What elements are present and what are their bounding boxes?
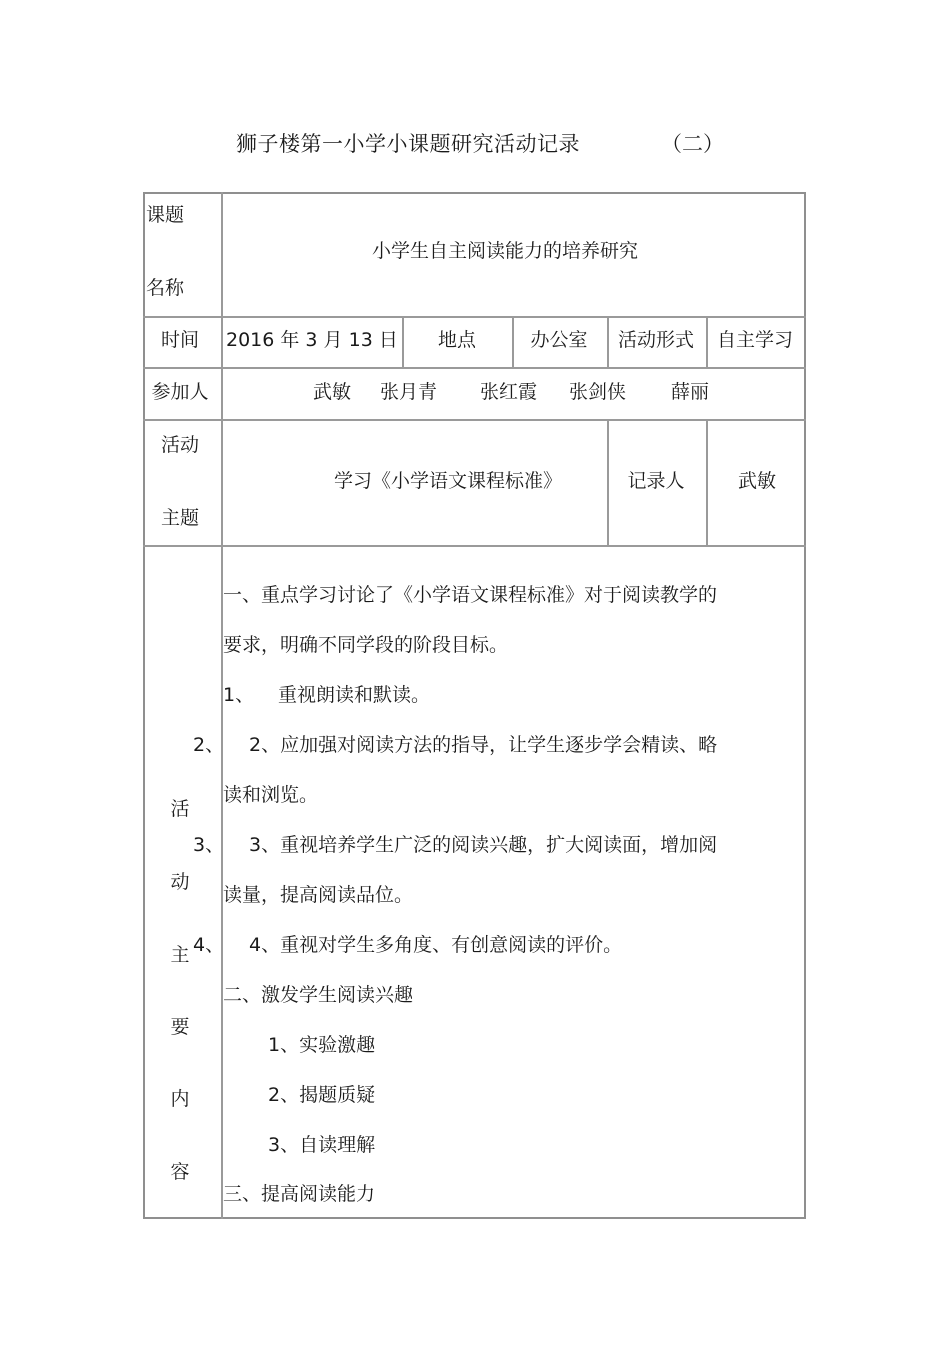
theme-label-line-2: 主题 xyxy=(160,507,200,529)
title-suffix: （二） xyxy=(661,132,724,156)
content-label-char: 容 xyxy=(170,1161,190,1183)
content-line: 3、自读理解 xyxy=(268,1134,376,1156)
content-label-char: 动 xyxy=(170,871,190,893)
column-divider xyxy=(402,316,404,369)
column-divider xyxy=(706,419,708,547)
column-divider xyxy=(607,419,609,547)
margin-number: 3、 xyxy=(193,834,225,856)
document-title xyxy=(0,128,950,160)
participant-name: 张红霞 xyxy=(480,381,538,403)
time-label: 时间 xyxy=(160,329,200,351)
participant-name: 武敏 xyxy=(313,381,352,403)
topic-label-line-2: 名称 xyxy=(146,277,185,299)
content-line: 三、提高阅读能力 xyxy=(223,1183,376,1205)
column-divider xyxy=(512,316,514,369)
topic-value: 小学生自主阅读能力的培养研究 xyxy=(371,240,639,262)
theme-label-line-1: 活动 xyxy=(160,434,200,456)
content-line: 重视朗读和默读。 xyxy=(278,684,431,706)
content-line: 1、 xyxy=(223,684,255,706)
content-label-char: 要 xyxy=(170,1016,190,1038)
content-line: 4、重视对学生多角度、有创意阅读的评价。 xyxy=(249,934,623,956)
form-value: 自主学习 xyxy=(716,329,794,351)
place-value: 办公室 xyxy=(530,329,588,351)
content-line: 要求，明确不同学段的阶段目标。 xyxy=(223,634,509,656)
recorder-label: 记录人 xyxy=(627,470,685,492)
content-line: 一、重点学习讨论了《小学语文课程标准》对于阅读教学的 xyxy=(223,584,718,606)
content-line: 读和浏览。 xyxy=(223,784,319,806)
topic-label-line-1: 课题 xyxy=(146,204,185,226)
form-label: 活动形式 xyxy=(617,329,695,351)
title-main: 狮子楼第一小学小课题研究活动记录 xyxy=(236,132,580,156)
margin-number: 2、 xyxy=(193,734,225,756)
content-label-char: 内 xyxy=(170,1088,190,1110)
content-label-char: 主 xyxy=(170,944,190,966)
participant-name: 张月青 xyxy=(380,381,438,403)
place-label: 地点 xyxy=(437,329,477,351)
content-line: 2、应加强对阅读方法的指导，让学生逐步学会精读、略 xyxy=(249,734,718,756)
content-line: 读量，提高阅读品位。 xyxy=(223,884,414,906)
content-line: 3、重视培养学生广泛的阅读兴趣，扩大阅读面，增加阅 xyxy=(249,834,718,856)
participant-name: 张剑侠 xyxy=(569,381,627,403)
theme-value: 学习《小学语文课程标准》 xyxy=(334,470,563,492)
participants-label: 参加人 xyxy=(151,381,209,403)
margin-number: 4、 xyxy=(193,934,225,956)
content-line: 二、激发学生阅读兴趣 xyxy=(223,984,414,1006)
participant-name: 薛丽 xyxy=(671,381,710,403)
content-line: 1、实验激趣 xyxy=(268,1034,376,1056)
content-line: 2、揭题质疑 xyxy=(268,1084,376,1106)
column-divider xyxy=(607,316,609,369)
recorder-value: 武敏 xyxy=(737,470,777,492)
content-label-char: 活 xyxy=(170,798,190,820)
time-value: 2016 年 3 月 13 日 xyxy=(226,329,398,351)
column-divider xyxy=(706,316,708,369)
